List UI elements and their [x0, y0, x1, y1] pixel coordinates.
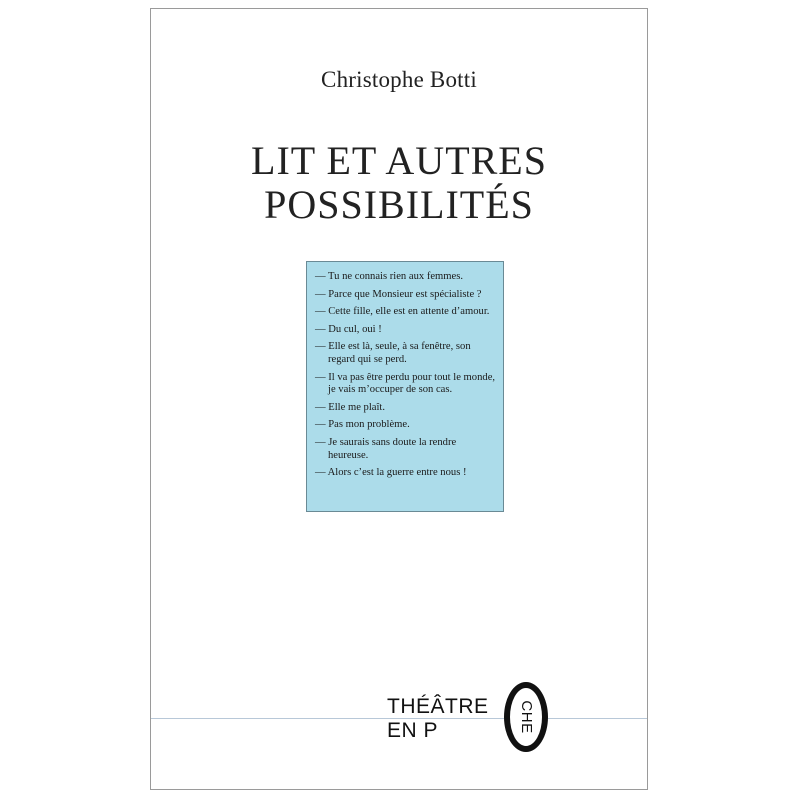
collection-line-1: THÉÂTRE [387, 695, 489, 718]
quote-line: — Pas mon problème. [315, 419, 410, 431]
collection-logo [387, 695, 489, 743]
quote-box [306, 261, 504, 512]
book-cover [150, 8, 648, 790]
quote-line: — Du cul, oui ! [315, 323, 382, 335]
quote-line: — Alors c’est la guerre entre nous ! [315, 467, 467, 479]
quote-line: — Parce que Monsieur est spécialiste ? [315, 288, 482, 300]
title-line-2: POSSIBILITÉS [264, 182, 534, 227]
quote-line: — Cette fille, elle est en attente d’amour. [315, 306, 490, 318]
quote-line: — Elle me plaît. [315, 401, 386, 413]
quote-line: — Tu ne connais rien aux femmes. [315, 271, 463, 282]
book-title [151, 139, 647, 227]
collection-rotated-text: CHE [518, 700, 535, 734]
quote-line: — Je saurais sans doute la rendre heureuse. [315, 436, 457, 461]
title-line-1: LIT ET AUTRES [251, 138, 547, 183]
collection-line-2: EN P [387, 719, 439, 742]
author-name: Christophe Botti [321, 67, 477, 92]
quote-line: — Elle est là, seule, à sa fenêtre, son regard qui se perd. [315, 341, 471, 365]
quote-line: — Il va pas être perdu pour tout le monde, je vais m’occuper de son cas. [315, 371, 496, 396]
